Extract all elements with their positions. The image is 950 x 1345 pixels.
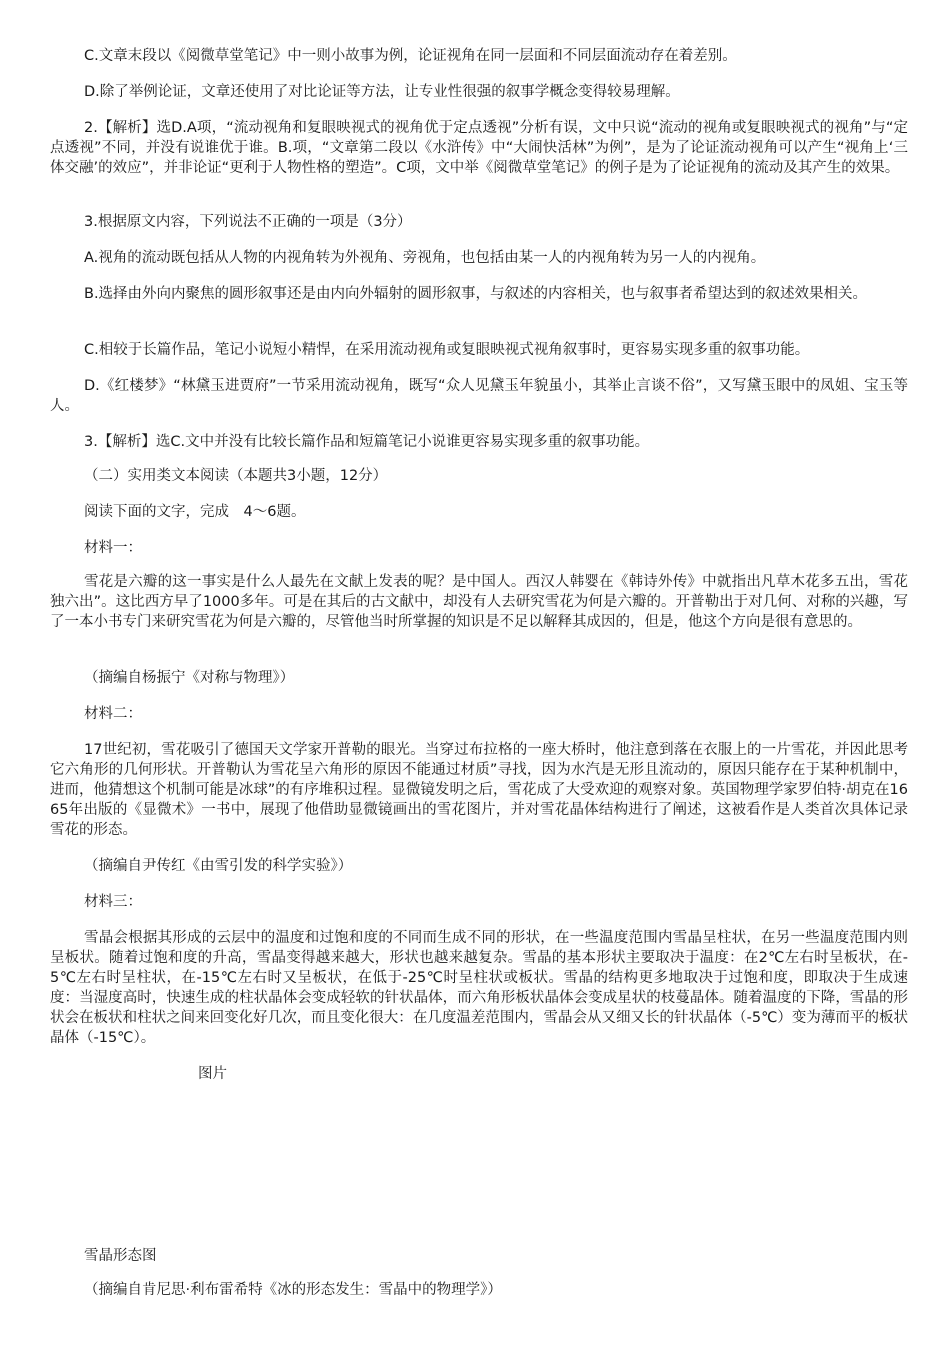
material-2-text: 17世纪初，雪花吸引了德国天文学家开普勒的眼光。当穿过布拉格的一座大桥时，他注意到落在衣服上的一片雪花，并因此思考它六角形的几何形状。开普勒认为雪花呈六角形的原因不能通过材质”寻找，因为水汽是无形且流动的，原因只能存在于某种机制中，进而，他猜想这个机制可能是冰球”的有序堆积过程。显微镜发明之后，雪花成了大受欢迎的观察对象。英国物理学家罗伯特·胡克在1665年出版的《显微术》一书中，展现了他借助显微镜画出的雪花图片，并对雪花晶体结构进行了阐述，这被看作是人类首次具体记录雪花的形态。 (50, 742, 908, 838)
material-2-label: 材料二： (84, 706, 142, 722)
material-1-label: 材料一： (84, 540, 142, 556)
option-c-paragraph: C.文章末段以《阅微草堂笔记》中一则小故事为例，论证视角在同一层面和不同层面流动存在着差别。 (84, 48, 737, 64)
material-1-source: （摘编自杨振宁《对称与物理》） (84, 670, 295, 686)
material-3-text: 雪晶会根据其形成的云层中的温度和过饱和度的不同而生成不同的形状，在一些温度范围内雪晶呈柱状，在另一些温度范围内则呈板状。随着过饱和度的升高，雪晶变得越来越大，形状也越来越复杂。雪晶的基本形状主要取决于温度：在2℃左右时呈板状，在-5℃左右时呈柱状，在-15℃左右时又呈板状，在低于-25℃时呈柱状或板状。雪晶的结构更多地取决于过饱和度，即取决于生成速度：当湿度高时，快速生成的柱状晶体会变成轻软的针状晶体，而六角形板状晶体会变成星状的枝蔓晶体。随着温度的下降，雪晶的形状会在板状和柱状之间来回变化好几次，而且变化很大：在几度温差范围内，雪晶会从又细又长的针状晶体（-5℃）变为薄而平的板状晶体（-15℃）。 (50, 930, 908, 1046)
material-2-source: （摘编自尹传红《由雪引发的科学实验》） (84, 858, 353, 874)
answer-3-analysis: 3.【解析】选C.文中并没有比较长篇作品和短篇笔记小说谁更容易实现多重的叙事功能。 (84, 434, 650, 450)
question-3: 3.根据原文内容，下列说法不正确的一项是（3分） (84, 214, 412, 230)
question-3-option-c: C.相较于长篇作品，笔记小说短小精悍，在采用流动视角或复眼映视式视角叙事时，更容易实现多重的叙事功能。 (84, 342, 810, 358)
option-d-paragraph: D.除了举例论证，文章还使用了对比论证等方法，让专业性很强的叙事学概念变得较易理解。 (84, 84, 680, 100)
material-1-text: 雪花是六瓣的这一事实是什么人最先在文献上发表的呢？是中国人。西汉人韩婴在《韩诗外传》中就指出凡草木花多五出，雪花独六出”。这比西方早了1000多年。可是在其后的古文献中，却没有人去研究雪花为何是六瓣的。开普勒出于对几何、对称的兴趣，写了一本小书专门来研究雪花为何是六瓣的，尽管他当时所掌握的知识是不足以解释其成因的，但是，他这个方向是很有意思的。 (50, 574, 908, 630)
question-3-option-b: B.选择由外向内聚焦的圆形叙事还是由内向外辐射的圆形叙事，与叙述的内容相关，也与叙事者希望达到的叙述效果相关。 (84, 286, 868, 302)
image-placeholder: 图片 (198, 1066, 227, 1082)
instruction: 阅读下面的文字，完成 4～6题。 (84, 504, 306, 520)
material-3-source: （摘编自肯尼思·利布雷希特《冰的形态发生：雪晶中的物理学》） (84, 1282, 502, 1298)
figure-caption: 雪晶形态图 (84, 1248, 157, 1264)
question-3-option-a: A.视角的流动既包括从人物的内视角转为外视角、旁视角，也包括由某一人的内视角转为另一人的内视角。 (84, 250, 766, 266)
answer-2-analysis: 2.【解析】选D.A项，“流动视角和复眼映视式的视角优于定点透视”分析有误，文中只说“流动的视角或复眼映视式的视角”与“定点透视”不同，并没有说谁优于谁。B.项，“文章第二段以《水浒传》中“大闹快活林”为例”，是为了论证流动视角可以产生“视角上‘三体交融’的效应”，并非论证“更利于人物性格的塑造”。C项，文中举《阅微草堂笔记》的例子是为了论证视角的流动及其产生的效果。 (50, 120, 908, 176)
question-3-option-d: D.《红楼梦》“林黛玉进贾府”一节采用流动视角，既写“众人见黛玉年貌虽小，其举止言谈不俗”，又写黛玉眼中的凤姐、宝玉等人。 (50, 378, 908, 414)
material-3-label: 材料三： (84, 894, 142, 910)
section-heading: （二）实用类文本阅读（本题共3小题，12分） (84, 468, 388, 484)
